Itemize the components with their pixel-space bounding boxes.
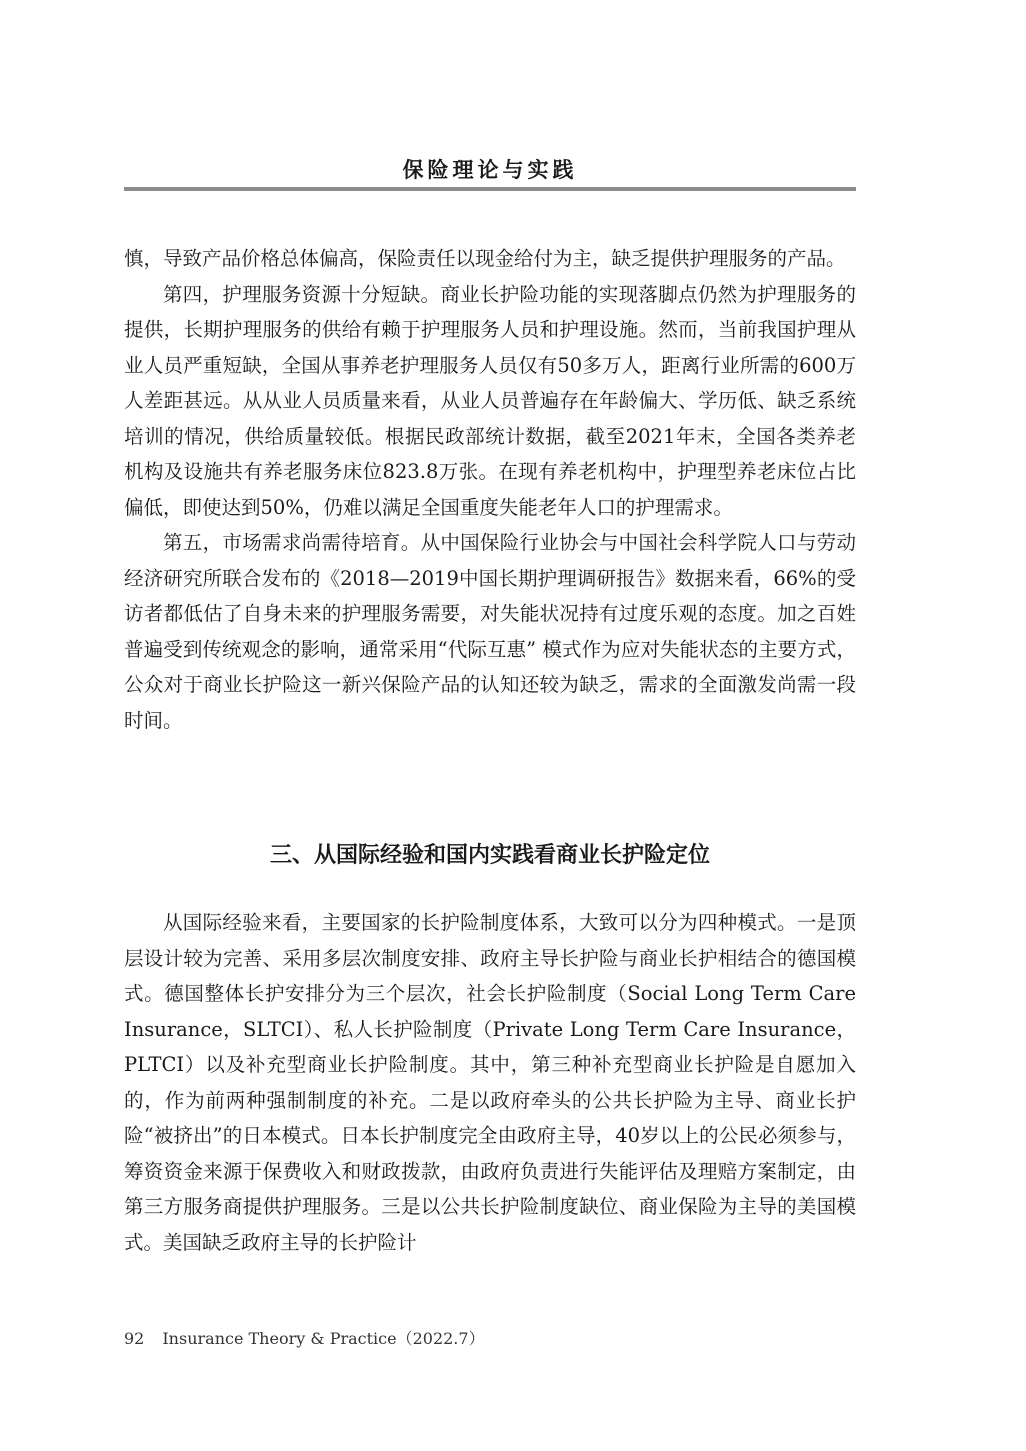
page-number: 92 (124, 1329, 145, 1348)
paragraph-fourth: 第四，护理服务资源十分短缺。商业长护险功能的实现落脚点仍然为护理服务的提供，长期护理服务的供给有赖于护理服务人员和护理设施。然而，当前我国护理从业人员严重短缺，全国从事养老护理服务人员仅有50多万人，距离行业所需的600万人差距甚远。从从业人员质量来看，从业人员普遍存在年龄偏大、学历低、缺乏系统培训的情况，供给质量较低。根据民政部统计数据，截至2021年末，全国各类养老机构及设施共有养老服务床位823.8万张。在现有养老机构中，护理型养老床位占比偏低，即使达到50%，仍难以满足全国重度失能老年人口的护理需求。 (124, 282, 856, 519)
paragraph-fifth: 第五，市场需求尚需待培育。从中国保险行业协会与中国社会科学院人口与劳动经济研究所联合发布的《2018—2019中国长期护理调研报告》数据来看，66%的受访者都低估了自身未来的护理服务需要，对失能状况持有过度乐观的态度。加之百姓普遍受到传统观念的影响，通常采用“代际互惠” 模式作为应对失能状态的主要方式，公众对于商业长护险这一新兴保险产品的认知还较为缺乏，需求的全面激发尚需一段时间。 (124, 531, 856, 732)
paragraph-continuation: 慎，导致产品价格总体偏高，保险责任以现金给付为主，缺乏提供护理服务的产品。 (124, 247, 846, 270)
paragraph-international-experience: 从国际经验来看，主要国家的长护险制度体系，大致可以分为四种模式。一是顶层设计较为完善、采用多层次制度安排、政府主导长护险与商业长护相结合的德国模式。德国整体长护安排分为三个层次，社会长护险制度（Social Long Term Care Insurance，SLTCI）、私人长护险制度（Private Long Term Care Insurance，PLTCI）以及补充型商业长护险制度。其中，第三种补充型商业长护险是自愿加入的，作为前两种强制制度的补充。二是以政府牵头的公共长护险为主导、商业长护险“被挤出”的日本模式。日本长护制度完全由政府主导，40岁以上的公民必须参与，筹资资金来源于保费收入和财政拨款，由政府负责进行失能评估及理赔方案制定，由第三方服务商提供护理服务。三是以公共长护险制度缺位、商业保险为主导的美国模式。美国缺乏政府主导的长护险计 (124, 911, 856, 1254)
body-text-top (124, 241, 856, 738)
body-text-bottom (124, 905, 856, 1260)
running-header-title: 保险理论与实践 (402, 158, 578, 182)
journal-issue: Insurance Theory & Practice（2022.7） (162, 1329, 485, 1348)
section-heading: 三、从国际经验和国内实践看商业长护险定位 (269, 843, 710, 868)
header-rule (124, 187, 856, 191)
page-footer (124, 1326, 485, 1349)
